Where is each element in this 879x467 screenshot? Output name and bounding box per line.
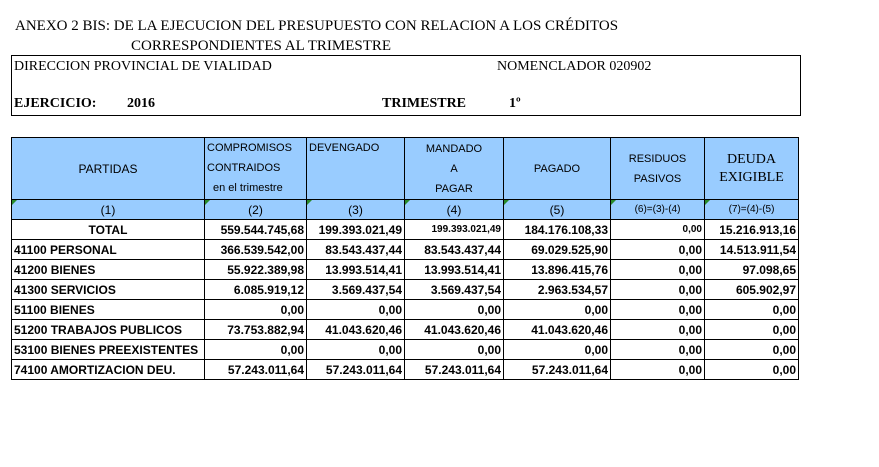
header-compromisos-line3: en el trimestre	[213, 182, 283, 194]
row-devengado: 3.569.437,54	[307, 280, 405, 300]
row-deuda: 0,00	[705, 300, 799, 320]
col-number: (7)=(4)-(5)	[705, 200, 799, 220]
report-title-line2: CORRESPONDIENTES AL TRIMESTRE	[131, 38, 392, 54]
header-compromisos-line1: COMPROMISOS	[207, 142, 292, 154]
row-pagado: 13.896.415,76	[504, 260, 611, 280]
row-devengado: 83.543.437,44	[307, 240, 405, 260]
header-devengado: DEVENGADO	[307, 138, 405, 200]
header-compromisos	[205, 138, 307, 200]
row-deuda: 0,00	[705, 360, 799, 380]
trimestre-value: 1º	[509, 96, 521, 111]
row-devengado: 0,00	[307, 340, 405, 360]
header-deuda	[705, 138, 799, 200]
row-residuos: 0,00	[611, 220, 705, 240]
row-deuda: 0,00	[705, 320, 799, 340]
row-compromisos: 559.544.745,68	[205, 220, 307, 240]
header-mandado-line1: MANDADO	[425, 142, 483, 155]
table-row	[12, 240, 799, 260]
header-residuos-line2: PASIVOS	[633, 172, 682, 185]
header-deuda-line2: EXIGIBLE	[719, 169, 784, 185]
row-compromisos: 366.539.542,00	[205, 240, 307, 260]
row-residuos: 0,00	[611, 280, 705, 300]
col-number: (5)	[504, 200, 611, 220]
row-devengado: 41.043.620,46	[307, 320, 405, 340]
row-partida: 41100 PERSONAL	[12, 240, 205, 260]
row-mandado: 13.993.514,41	[405, 260, 504, 280]
column-number-row	[12, 200, 799, 220]
row-partida: 74100 AMORTIZACION DEU.	[12, 360, 205, 380]
table-row	[12, 360, 799, 380]
table-row-total	[12, 220, 799, 240]
row-partida: TOTAL	[12, 220, 205, 240]
row-deuda: 14.513.911,54	[705, 240, 799, 260]
row-pagado: 2.963.534,57	[504, 280, 611, 300]
row-partida: 41300 SERVICIOS	[12, 280, 205, 300]
col-number: (2)	[205, 200, 307, 220]
header-mandado-line3: PAGAR	[435, 182, 473, 195]
header-partidas: PARTIDAS	[12, 138, 205, 200]
organization-name: DIRECCION PROVINCIAL DE VIALIDAD	[14, 59, 272, 74]
row-partida: 41200 BIENES	[12, 260, 205, 280]
header-compromisos-line2: CONTRAIDOS	[207, 162, 281, 174]
row-pagado: 0,00	[504, 300, 611, 320]
row-deuda: 97.098,65	[705, 260, 799, 280]
row-compromisos: 55.922.389,98	[205, 260, 307, 280]
row-mandado: 0,00	[405, 340, 504, 360]
row-deuda: 0,00	[705, 340, 799, 360]
row-deuda: 605.902,97	[705, 280, 799, 300]
row-mandado: 3.569.437,54	[405, 280, 504, 300]
row-residuos: 0,00	[611, 300, 705, 320]
row-residuos: 0,00	[611, 340, 705, 360]
header-mandado-line2: A	[450, 162, 458, 175]
trimestre-label: TRIMESTRE	[382, 96, 467, 111]
row-pagado: 184.176.108,33	[504, 220, 611, 240]
row-compromisos: 57.243.011,64	[205, 360, 307, 380]
header-pagado: PAGADO	[504, 138, 611, 200]
budget-execution-table	[11, 137, 799, 380]
header-residuos	[611, 138, 705, 200]
row-pagado: 69.029.525,90	[504, 240, 611, 260]
row-devengado: 13.993.514,41	[307, 260, 405, 280]
row-deuda: 15.216.913,16	[705, 220, 799, 240]
row-pagado: 41.043.620,46	[504, 320, 611, 340]
table-row	[12, 320, 799, 340]
row-mandado: 41.043.620,46	[405, 320, 504, 340]
col-number: (1)	[12, 200, 205, 220]
row-pagado: 57.243.011,64	[504, 360, 611, 380]
row-residuos: 0,00	[611, 260, 705, 280]
table-row	[12, 280, 799, 300]
ejercicio-value: 2016	[127, 96, 155, 111]
table-row	[12, 300, 799, 320]
row-mandado: 199.393.021,49	[405, 220, 504, 240]
row-compromisos: 73.753.882,94	[205, 320, 307, 340]
header-mandado	[405, 138, 504, 200]
ejercicio-label: EJERCICIO:	[14, 96, 97, 111]
row-compromisos: 0,00	[205, 300, 307, 320]
row-mandado: 57.243.011,64	[405, 360, 504, 380]
row-partida: 53100 BIENES PREEXISTENTES	[12, 340, 205, 360]
header-deuda-line1: DEUDA	[727, 151, 776, 167]
row-devengado: 199.393.021,49	[307, 220, 405, 240]
row-residuos: 0,00	[611, 240, 705, 260]
row-mandado: 0,00	[405, 300, 504, 320]
row-mandado: 83.543.437,44	[405, 240, 504, 260]
row-partida: 51200 TRABAJOS PUBLICOS	[12, 320, 205, 340]
row-compromisos: 0,00	[205, 340, 307, 360]
col-number: (4)	[405, 200, 504, 220]
col-number: (6)=(3)-(4)	[611, 200, 705, 220]
row-devengado: 57.243.011,64	[307, 360, 405, 380]
row-compromisos: 6.085.919,12	[205, 280, 307, 300]
report-title-line1: ANEXO 2 BIS: DE LA EJECUCION DEL PRESUPUESTO CON RELACION A LOS CRÉDITOS	[15, 18, 619, 34]
row-residuos: 0,00	[611, 320, 705, 340]
header-residuos-line1: RESIDUOS	[628, 152, 687, 165]
row-residuos: 0,00	[611, 360, 705, 380]
row-pagado: 0,00	[504, 340, 611, 360]
table-row	[12, 260, 799, 280]
report-header-box	[11, 55, 801, 116]
col-number: (3)	[307, 200, 405, 220]
row-partida: 51100 BIENES	[12, 300, 205, 320]
row-devengado: 0,00	[307, 300, 405, 320]
table-row	[12, 340, 799, 360]
nomenclador-code: NOMENCLADOR 020902	[497, 59, 652, 74]
